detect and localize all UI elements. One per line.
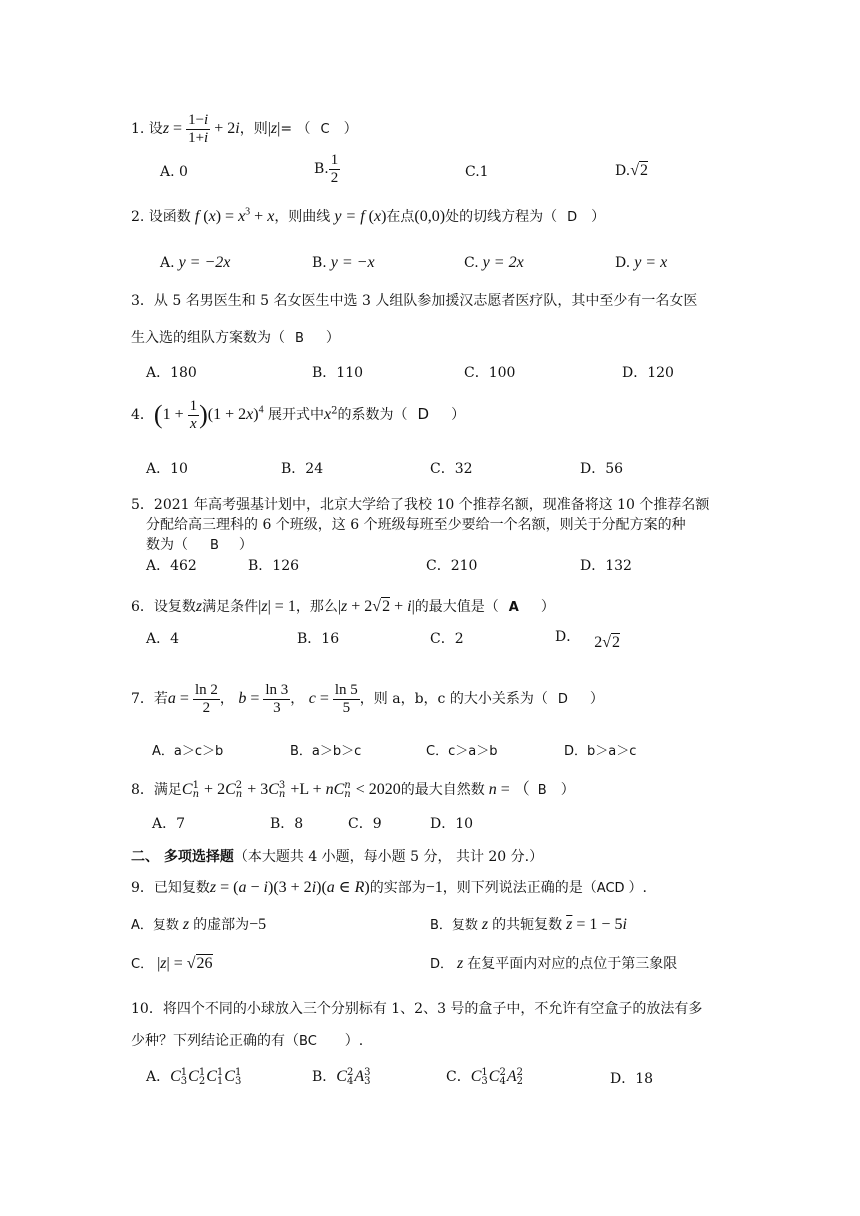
question-5-line2: 分配给高三理科的 6 个班级，这 6 个班级每班至少要给一个名额，则关于分配方案的种 xyxy=(146,517,686,533)
question-6: 6．设复数z满足条件|z| = 1，那么|z + 2√2 + i|的最大值是（ A ） xyxy=(131,598,555,615)
option-d: D．b＞a＞c xyxy=(564,744,637,759)
question-7: 7．若a = $\frac{\ln 2}{2}$ ， b = $\frac{\ln 3}{3}$ ， c = $\frac{\ln 5}{5}$ ，则 a，b，c 的大小关系为（ D ） xyxy=(131,682,604,716)
option-b: B. y = −x xyxy=(312,254,375,271)
answer: D xyxy=(557,692,568,707)
option-b: B．24 xyxy=(281,461,324,477)
option-c: C．C1 3C2 4A2 2 xyxy=(446,1067,523,1087)
option-c: C．210 xyxy=(426,558,478,574)
answer: ACD xyxy=(596,881,625,896)
question-5-line3: 数为（ B ） xyxy=(146,537,253,553)
answer: B xyxy=(210,538,219,553)
question-10-line1: 10．将四个不同的小球放入三个分别标有 1、2、3 号的盒子中，不允许有空盒子的放法有多 xyxy=(131,1001,703,1017)
question-5-line1: 5．2021 年高考强基计划中，北京大学给了我校 10 个推荐名额，现准备将这 10 个推荐名额 xyxy=(131,497,710,513)
option-a: A．10 xyxy=(146,461,188,477)
answer: B xyxy=(295,331,304,346)
option-d: D． z 在复平面内对应的点位于第三象限 xyxy=(430,955,678,972)
option-b: B．a＞b＞c xyxy=(290,744,362,759)
answer: D xyxy=(567,210,578,225)
option-d: D． 2√2 xyxy=(555,629,621,651)
option-c: C.1 xyxy=(465,164,489,180)
option-b: B. $\frac{1}{2}$ xyxy=(314,152,339,186)
option-a: A．C1 3C1 2C1 1C1 3 xyxy=(146,1067,242,1087)
question-9: 9．已知复数z = (a − i)(3 + 2i)(a ∈ R)的实部为−1，则下列说法正确的是（ACD ）. xyxy=(131,879,647,896)
question-4: 4．(1 + $\frac{1}{x}$ )$(1 + 2x)^4$ 展开式中$x^2$的系数为（ D ） xyxy=(131,398,466,432)
option-c: C．100 xyxy=(464,365,516,381)
option-a: A．4 xyxy=(146,631,180,647)
option-b: B．16 xyxy=(297,631,340,647)
option-c: C． |z| = √26 xyxy=(131,955,213,972)
option-d: D. y = x xyxy=(615,254,668,271)
answer: B xyxy=(537,783,547,798)
option-c: C．2 xyxy=(430,631,464,647)
option-d: D．56 xyxy=(580,461,624,477)
option-c: C. y = 2x xyxy=(464,254,524,271)
option-b: B．126 xyxy=(248,558,300,574)
section-heading: 二、 多项选择题（本大题共 4 小题，每小题 5 分， 共计 20 分.） xyxy=(131,849,544,865)
question-8: 8．满足C1 n + 2C2 n + 3C3 n +L + nCn n < 2020的最大自然数 n = （ B ） xyxy=(131,780,575,800)
option-a: A. 0 xyxy=(160,164,188,180)
option-d: D．10 xyxy=(430,816,474,832)
answer: D xyxy=(417,405,430,423)
option-d: D．120 xyxy=(622,365,674,381)
option-a: A．a＞c＞b xyxy=(152,744,224,759)
option-d: D．18 xyxy=(610,1071,654,1087)
question-3-line1: 3．从 5 名男医生和 5 名女医生中选 3 人组队参加援汉志愿者医疗队，其中至少有一名女医 xyxy=(131,293,698,309)
answer: C xyxy=(320,122,330,137)
answer: BC xyxy=(299,1034,317,1049)
option-c: C．32 xyxy=(430,461,473,477)
answer: A xyxy=(508,600,519,615)
question-1: 1. 设z = $\frac{1-i}{1+i}$ + 2i，则|z|= （ C ） xyxy=(131,112,358,146)
question-2: 2. 设函数 f $(x) = x^3 + x$，则曲线 y = f (x)在点(0,0)处的切线方程为（ D ） xyxy=(131,206,606,225)
question-3-line2: 生入选的组队方案数为（ B ） xyxy=(131,330,340,346)
option-b: B．复数 z 的共轭复数 $\overline{z} = 1 - 5i$ xyxy=(430,916,627,933)
option-c: C．c＞a＞b xyxy=(426,744,498,759)
option-a: A．7 xyxy=(152,816,186,832)
option-b: B．8 xyxy=(270,816,304,832)
option-b: B．110 xyxy=(312,365,364,381)
question-10-line2: 少种？下列结论正确的有（BC ）. xyxy=(131,1033,364,1049)
option-d: D.√2 xyxy=(615,162,648,179)
option-c: C．9 xyxy=(348,816,382,832)
option-d: D．132 xyxy=(580,558,632,574)
option-a: A．复数 z 的虚部为−5 xyxy=(131,916,267,933)
fraction: $\frac{1-i}{1+i}$ xyxy=(188,112,209,146)
option-a: A. y = −2x xyxy=(160,254,231,271)
option-a: A．462 xyxy=(146,558,197,574)
option-b: B．C2 4A3 3 xyxy=(312,1067,371,1087)
option-a: A．180 xyxy=(146,365,197,381)
